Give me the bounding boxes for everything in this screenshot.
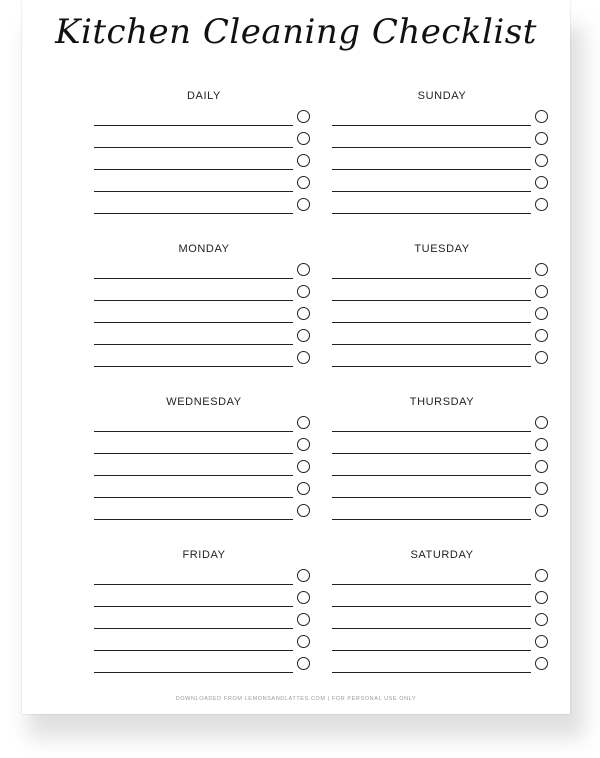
checklist-row xyxy=(332,351,572,367)
checklist-row xyxy=(94,569,334,585)
checkbox-circle[interactable] xyxy=(297,198,310,211)
checklist-row xyxy=(94,460,334,476)
checkbox-circle[interactable] xyxy=(297,285,310,298)
section-title: TUESDAY xyxy=(414,243,470,255)
entry-line[interactable] xyxy=(94,213,293,214)
entry-line[interactable] xyxy=(332,475,531,476)
checklist-row xyxy=(332,329,572,345)
checklist-row xyxy=(332,438,572,454)
checklist-row xyxy=(94,176,334,192)
checkbox-circle[interactable] xyxy=(297,263,310,276)
entry-line[interactable] xyxy=(332,650,531,651)
checklist-row xyxy=(332,504,572,520)
section-title: MONDAY xyxy=(178,243,230,255)
checkbox-circle[interactable] xyxy=(297,307,310,320)
checkbox-circle[interactable] xyxy=(297,504,310,517)
section-title: WEDNESDAY xyxy=(166,396,242,408)
section-title: FRIDAY xyxy=(182,549,226,561)
entry-line[interactable] xyxy=(94,366,293,367)
checkbox-circle[interactable] xyxy=(535,351,548,364)
checkbox-circle[interactable] xyxy=(297,110,310,123)
entry-line[interactable] xyxy=(94,519,293,520)
checkbox-circle[interactable] xyxy=(535,438,548,451)
checkbox-circle[interactable] xyxy=(535,482,548,495)
entry-line[interactable] xyxy=(94,191,293,192)
entry-line[interactable] xyxy=(332,584,531,585)
checkbox-circle[interactable] xyxy=(297,438,310,451)
entry-line[interactable] xyxy=(332,519,531,520)
checklist-row xyxy=(94,657,334,673)
checklist-row xyxy=(94,438,334,454)
checklist-row xyxy=(332,285,572,301)
checklist-row xyxy=(332,482,572,498)
checklist-row xyxy=(332,569,572,585)
entry-line[interactable] xyxy=(332,147,531,148)
entry-line[interactable] xyxy=(94,278,293,279)
checkbox-circle[interactable] xyxy=(535,132,548,145)
entry-line[interactable] xyxy=(94,650,293,651)
entry-line[interactable] xyxy=(94,497,293,498)
checklist-row xyxy=(94,482,334,498)
checklist-row xyxy=(332,263,572,279)
entry-line[interactable] xyxy=(94,125,293,126)
entry-line[interactable] xyxy=(332,213,531,214)
checklist-row xyxy=(94,351,334,367)
entry-line[interactable] xyxy=(332,606,531,607)
checklist-row xyxy=(94,591,334,607)
section-title: SUNDAY xyxy=(417,90,467,102)
entry-line[interactable] xyxy=(332,300,531,301)
checklist-row xyxy=(332,198,572,214)
section-title: THURSDAY xyxy=(409,396,475,408)
entry-line[interactable] xyxy=(94,169,293,170)
checkbox-circle[interactable] xyxy=(297,329,310,342)
checklist-row xyxy=(94,154,334,170)
checkbox-circle[interactable] xyxy=(297,416,310,429)
checkbox-circle[interactable] xyxy=(535,176,548,189)
checkbox-circle[interactable] xyxy=(535,613,548,626)
checkbox-circle[interactable] xyxy=(297,460,310,473)
checklist-row xyxy=(94,329,334,345)
checklist-row xyxy=(94,263,334,279)
checkbox-circle[interactable] xyxy=(535,307,548,320)
checklist-row xyxy=(332,176,572,192)
checklist-paper xyxy=(22,0,570,714)
entry-line[interactable] xyxy=(332,497,531,498)
checklist-row xyxy=(94,198,334,214)
entry-line[interactable] xyxy=(94,147,293,148)
checklist-row xyxy=(332,110,572,126)
checkbox-circle[interactable] xyxy=(297,613,310,626)
checklist-row xyxy=(94,504,334,520)
checklist-row xyxy=(332,613,572,629)
entry-line[interactable] xyxy=(94,628,293,629)
entry-line[interactable] xyxy=(332,169,531,170)
checklist-row xyxy=(332,591,572,607)
entry-line[interactable] xyxy=(332,431,531,432)
checkbox-circle[interactable] xyxy=(535,635,548,648)
checkbox-circle[interactable] xyxy=(297,176,310,189)
checklist-row xyxy=(94,613,334,629)
entry-line[interactable] xyxy=(332,453,531,454)
checkbox-circle[interactable] xyxy=(535,263,548,276)
checkbox-circle[interactable] xyxy=(297,351,310,364)
checklist-row xyxy=(332,132,572,148)
entry-line[interactable] xyxy=(332,322,531,323)
checklist-row xyxy=(332,416,572,432)
entry-line[interactable] xyxy=(332,628,531,629)
entry-line[interactable] xyxy=(94,300,293,301)
checklist-row xyxy=(94,416,334,432)
checkbox-circle[interactable] xyxy=(297,635,310,648)
checklist-row xyxy=(94,110,334,126)
entry-line[interactable] xyxy=(332,191,531,192)
section-title: DAILY xyxy=(187,90,221,102)
entry-line[interactable] xyxy=(94,344,293,345)
checklist-row xyxy=(94,307,334,323)
entry-line[interactable] xyxy=(332,278,531,279)
checklist-row xyxy=(94,285,334,301)
checkbox-circle[interactable] xyxy=(535,329,548,342)
checkbox-circle[interactable] xyxy=(297,569,310,582)
checkbox-circle[interactable] xyxy=(535,504,548,517)
footer-note: DOWNLOADED FROM LEMONSANDLATTES.COM | FOR PERSONAL USE ONLY xyxy=(175,696,417,702)
entry-line[interactable] xyxy=(94,606,293,607)
checkbox-circle[interactable] xyxy=(535,591,548,604)
checklist-row xyxy=(332,460,572,476)
page-title: Kitchen Cleaning Checklist xyxy=(55,12,537,52)
checkbox-circle[interactable] xyxy=(535,416,548,429)
checklist-row xyxy=(94,132,334,148)
checklist-row xyxy=(332,307,572,323)
checkbox-circle[interactable] xyxy=(535,198,548,211)
entry-line[interactable] xyxy=(94,475,293,476)
section-title: SATURDAY xyxy=(410,549,474,561)
entry-line[interactable] xyxy=(332,125,531,126)
checkbox-circle[interactable] xyxy=(535,285,548,298)
entry-line[interactable] xyxy=(94,322,293,323)
entry-line[interactable] xyxy=(332,344,531,345)
checklist-row xyxy=(94,635,334,651)
checkbox-circle[interactable] xyxy=(297,482,310,495)
checkbox-circle[interactable] xyxy=(535,657,548,670)
entry-line[interactable] xyxy=(94,453,293,454)
checkbox-circle[interactable] xyxy=(297,132,310,145)
entry-line[interactable] xyxy=(94,584,293,585)
entry-line[interactable] xyxy=(332,672,531,673)
checklist-row xyxy=(332,635,572,651)
checkbox-circle[interactable] xyxy=(297,154,310,167)
checkbox-circle[interactable] xyxy=(535,460,548,473)
entry-line[interactable] xyxy=(94,672,293,673)
checkbox-circle[interactable] xyxy=(535,154,548,167)
checklist-row xyxy=(332,657,572,673)
entry-line[interactable] xyxy=(332,366,531,367)
checkbox-circle[interactable] xyxy=(297,591,310,604)
checkbox-circle[interactable] xyxy=(535,569,548,582)
checkbox-circle[interactable] xyxy=(297,657,310,670)
entry-line[interactable] xyxy=(94,431,293,432)
checklist-row xyxy=(332,154,572,170)
checkbox-circle[interactable] xyxy=(535,110,548,123)
